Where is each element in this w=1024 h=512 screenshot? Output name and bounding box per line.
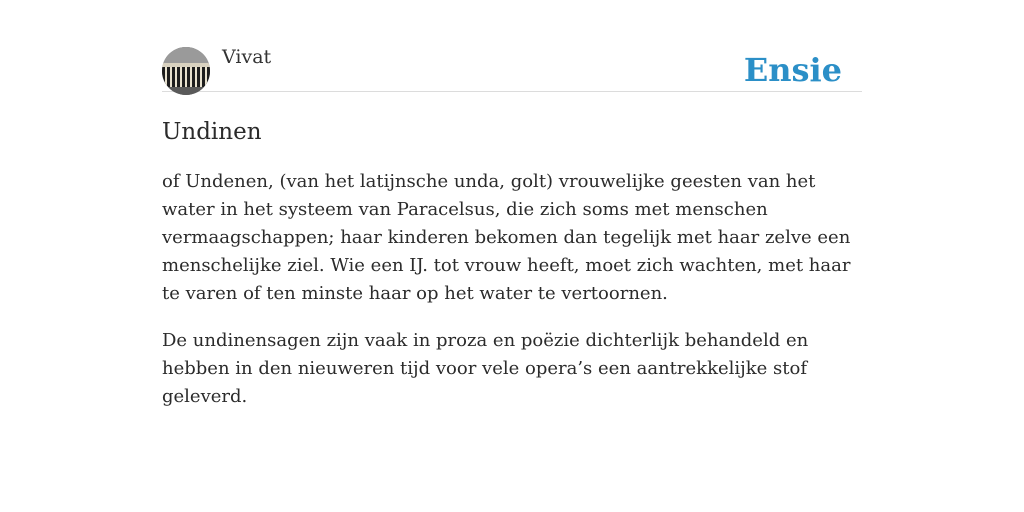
source-name-link[interactable]: Vivat xyxy=(222,46,272,68)
entry-paragraph: of Undenen, (van het latijnsche unda, golt) vrouwelijke geesten van het water in het systeem van Paracelsus, die zich soms met menschen vermaagschappen; haar kinderen bekomen dan tegelijk met haar zelve een menschelijke ziel. Wie een IJ. tot vrouw heeft, moet zich wachten, met haar te varen of ten minste haar op het water te vertoornen. xyxy=(162,171,851,304)
entry-header xyxy=(162,0,862,92)
entry-paragraph: De undinensagen zijn vaak in proza en poëzie dichterlijk behandeld en hebben in den nieuweren tijd voor vele opera’s een aantrekkelijke stof geleverd. xyxy=(162,330,809,407)
entry-page xyxy=(162,0,862,430)
brand-logo-link[interactable]: Ensie xyxy=(743,51,842,89)
book-spines-icon[interactable] xyxy=(162,47,210,95)
entry-title: Undinen xyxy=(162,119,262,145)
entry-body xyxy=(162,168,862,411)
